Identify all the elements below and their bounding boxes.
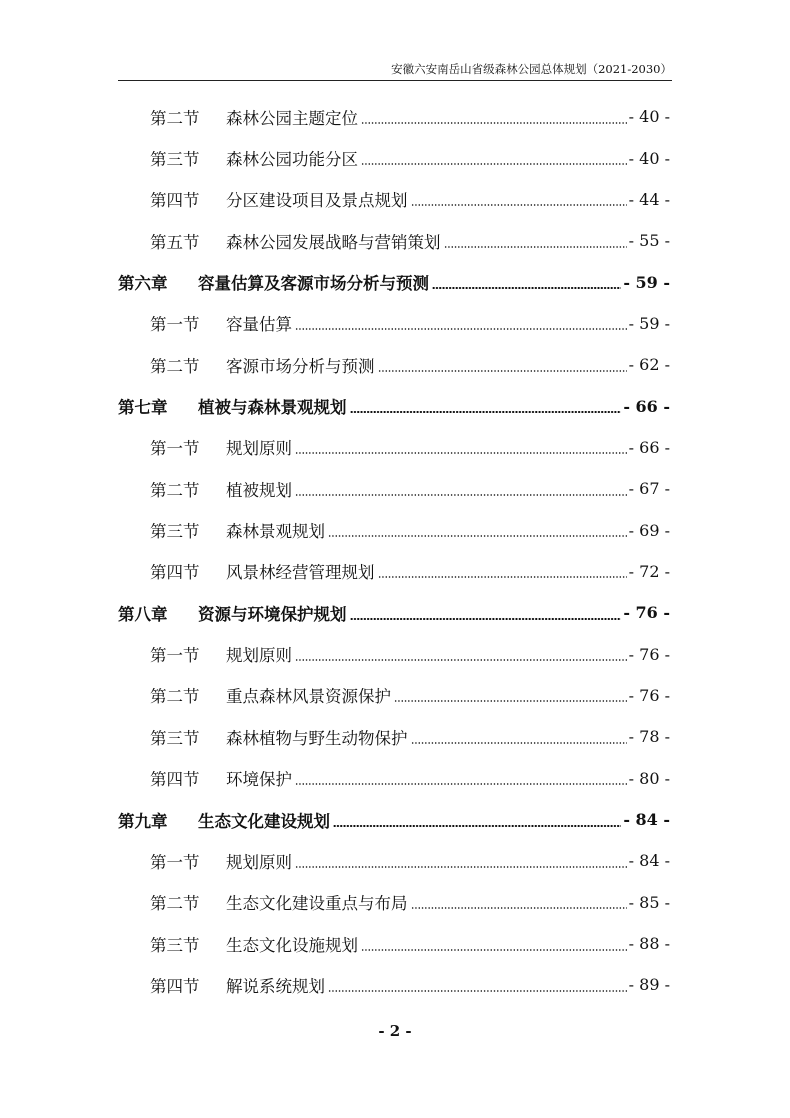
toc-entry-title: 植被与森林景观规划	[198, 398, 347, 418]
toc-section-entry[interactable]	[118, 344, 670, 385]
toc-entry-number: 第二节	[150, 894, 200, 914]
toc-entry-title: 规划原则	[226, 439, 292, 459]
toc-chapter-entry[interactable]	[118, 799, 670, 840]
toc-entry-number: 第二节	[150, 480, 200, 500]
dot-leader	[350, 617, 622, 621]
toc-entry-page: - 84 -	[623, 810, 670, 830]
toc-section-entry[interactable]	[118, 96, 670, 137]
toc-entry-number: 第四节	[150, 976, 200, 996]
toc-entry-page: - 69 -	[628, 520, 670, 540]
toc-entry-title: 生态文化建设规划	[198, 811, 330, 831]
toc-entry-page: - 40 -	[628, 107, 670, 127]
toc-section-entry[interactable]	[118, 303, 670, 344]
dot-leader	[411, 203, 627, 207]
toc-entry-page: - 76 -	[628, 644, 670, 664]
dot-leader	[295, 865, 627, 869]
dot-leader	[378, 369, 627, 373]
dot-leader	[350, 410, 622, 414]
toc-entry-page: - 88 -	[628, 934, 670, 954]
toc-entry-title: 解说系统规划	[226, 976, 325, 996]
dot-leader	[378, 575, 627, 579]
dot-leader	[361, 121, 627, 125]
dot-leader	[444, 245, 627, 249]
toc-entry-number: 第六章	[118, 274, 168, 294]
toc-entry-title: 森林植物与野生动物保护	[226, 728, 408, 748]
toc-entry-title: 生态文化建设重点与布局	[226, 894, 408, 914]
toc-entry-title: 资源与环境保护规划	[198, 604, 347, 624]
table-of-contents	[118, 96, 670, 1006]
toc-entry-title: 森林公园功能分区	[226, 150, 358, 170]
toc-section-entry[interactable]	[118, 675, 670, 716]
toc-entry-number: 第二节	[150, 687, 200, 707]
toc-entry-number: 第一节	[150, 439, 200, 459]
toc-entry-title: 重点森林风景资源保护	[226, 687, 391, 707]
toc-entry-page: - 67 -	[628, 479, 670, 499]
toc-section-entry[interactable]	[118, 716, 670, 757]
toc-entry-page: - 40 -	[628, 148, 670, 168]
toc-entry-page: - 66 -	[628, 437, 670, 457]
toc-section-entry[interactable]	[118, 427, 670, 468]
toc-entry-number: 第一节	[150, 852, 200, 872]
toc-entry-title: 生态文化设施规划	[226, 935, 358, 955]
toc-chapter-entry[interactable]	[118, 592, 670, 633]
toc-entry-title: 分区建设项目及景点规划	[226, 191, 408, 211]
toc-entry-title: 规划原则	[226, 646, 292, 666]
toc-entry-title: 风景林经营管理规划	[226, 563, 375, 583]
dot-leader	[295, 493, 627, 497]
toc-entry-title: 规划原则	[226, 852, 292, 872]
toc-entry-page: - 66 -	[623, 396, 670, 416]
dot-leader	[295, 327, 627, 331]
toc-entry-title: 容量估算及客源市场分析与预测	[198, 274, 429, 294]
toc-entry-number: 第三节	[150, 150, 200, 170]
dot-leader	[295, 658, 627, 662]
dot-leader	[394, 699, 627, 703]
toc-entry-page: - 76 -	[623, 603, 670, 623]
toc-entry-title: 植被规划	[226, 480, 292, 500]
toc-section-entry[interactable]	[118, 179, 670, 220]
dot-leader	[432, 286, 621, 290]
toc-entry-title: 森林景观规划	[226, 522, 325, 542]
toc-entry-page: - 62 -	[628, 355, 670, 375]
toc-entry-title: 容量估算	[226, 315, 292, 335]
dot-leader	[295, 451, 627, 455]
toc-entry-page: - 59 -	[623, 272, 670, 292]
toc-entry-number: 第七章	[118, 398, 168, 418]
toc-entry-title: 森林公园主题定位	[226, 108, 358, 128]
toc-section-entry[interactable]	[118, 923, 670, 964]
toc-section-entry[interactable]	[118, 509, 670, 550]
toc-entry-page: - 89 -	[628, 975, 670, 995]
toc-entry-page: - 44 -	[628, 189, 670, 209]
toc-entry-title: 客源市场分析与预测	[226, 356, 375, 376]
toc-section-entry[interactable]	[118, 633, 670, 674]
dot-leader	[361, 162, 627, 166]
toc-entry-number: 第四节	[150, 191, 200, 211]
page-number: - 2 -	[378, 1022, 412, 1040]
dot-leader	[411, 906, 627, 910]
toc-section-entry[interactable]	[118, 840, 670, 881]
toc-section-entry[interactable]	[118, 758, 670, 799]
running-header	[118, 58, 672, 81]
toc-entry-page: - 80 -	[628, 768, 670, 788]
dot-leader	[411, 741, 627, 745]
toc-entry-title: 环境保护	[226, 770, 292, 790]
toc-entry-number: 第八章	[118, 604, 168, 624]
toc-section-entry[interactable]	[118, 964, 670, 1005]
toc-section-entry[interactable]	[118, 137, 670, 178]
dot-leader	[333, 824, 621, 828]
toc-entry-page: - 78 -	[628, 727, 670, 747]
toc-entry-number: 第五节	[150, 232, 200, 252]
toc-section-entry[interactable]	[118, 882, 670, 923]
header-title: 安徽六安南岳山省级森林公园总体规划（2021-2030）	[391, 62, 672, 76]
toc-entry-number: 第三节	[150, 728, 200, 748]
toc-entry-page: - 55 -	[628, 231, 670, 251]
toc-entry-number: 第三节	[150, 935, 200, 955]
toc-entry-number: 第三节	[150, 522, 200, 542]
toc-entry-number: 第九章	[118, 811, 168, 831]
toc-section-entry[interactable]	[118, 551, 670, 592]
toc-entry-number: 第一节	[150, 315, 200, 335]
toc-entry-page: - 76 -	[628, 685, 670, 705]
toc-entry-page: - 59 -	[628, 313, 670, 333]
toc-chapter-entry[interactable]	[118, 261, 670, 302]
toc-entry-number: 第二节	[150, 356, 200, 376]
toc-entry-number: 第四节	[150, 563, 200, 583]
toc-entry-number: 第四节	[150, 770, 200, 790]
toc-entry-page: - 72 -	[628, 561, 670, 581]
toc-chapter-entry[interactable]	[118, 385, 670, 426]
dot-leader	[328, 534, 627, 538]
toc-section-entry[interactable]	[118, 220, 670, 261]
toc-entry-number: 第二节	[150, 108, 200, 128]
toc-entry-page: - 85 -	[628, 892, 670, 912]
toc-section-entry[interactable]	[118, 468, 670, 509]
toc-entry-page: - 84 -	[628, 851, 670, 871]
dot-leader	[328, 989, 627, 993]
dot-leader	[361, 948, 627, 952]
dot-leader	[295, 782, 627, 786]
toc-entry-number: 第一节	[150, 646, 200, 666]
toc-entry-title: 森林公园发展战略与营销策划	[226, 232, 441, 252]
